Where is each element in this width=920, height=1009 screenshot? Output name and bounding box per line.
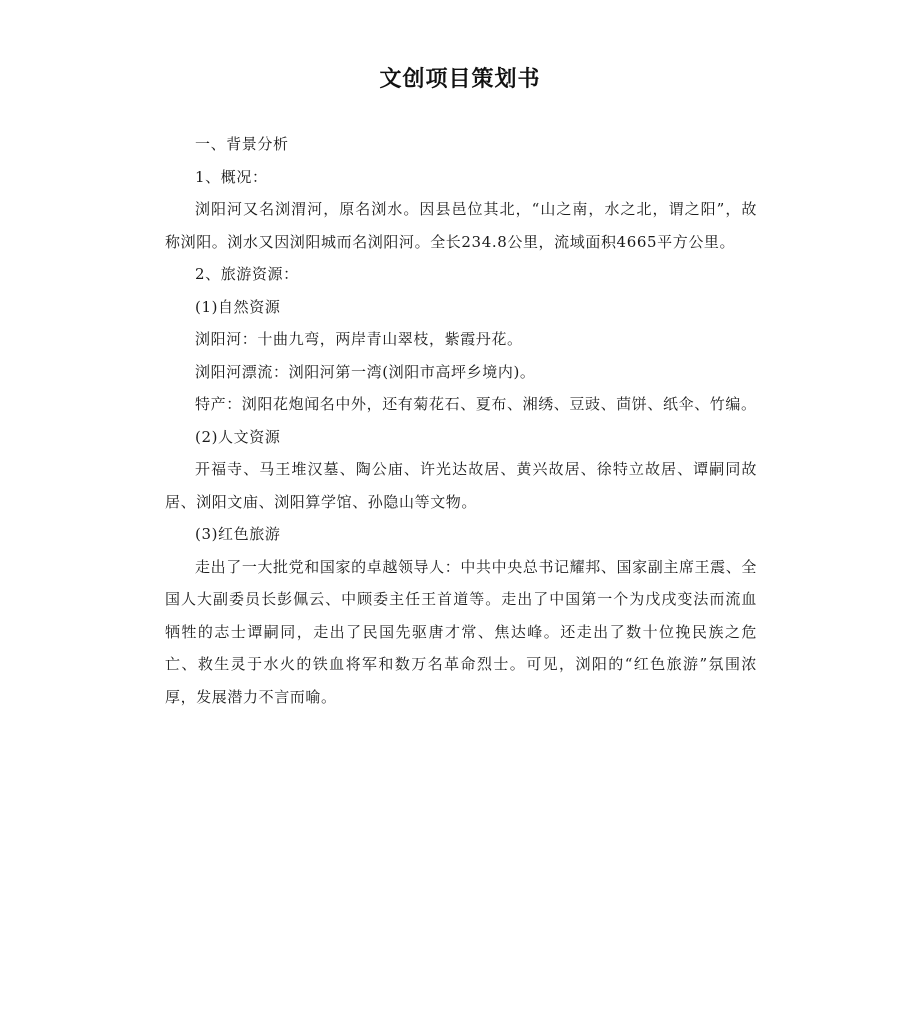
paragraph-red-tourism: 走出了一大批党和国家的卓越领导人：中共中央总书记耀邦、国家副主席王震、全国人大副委员长彭佩云、中顾委主任王首道等。走出了中国第一个为戊戌变法而流血牺牲的志士谭嗣同，走出了民国先驱唐才常、焦达峰。还走出了数十位挽民族之危亡、救生灵于水火的铁血将军和数万名革命烈士。可见，浏阳的“红色旅游”氛围浓厚，发展潜力不言而喻。 — [165, 557, 757, 706]
heading-cultural-resources: (2)人文资源 — [195, 427, 281, 446]
paragraph-specialties: 特产：浏阳花炮闻名中外，还有菊花石、夏布、湘绣、豆豉、茴饼、纸伞、竹编。 — [195, 395, 757, 413]
heading-background-analysis: 一、背景分析 — [195, 135, 289, 153]
document-title: 文创项目策划书 — [379, 67, 541, 92]
heading-tourism-resources: 2、旅游资源： — [195, 265, 299, 283]
heading-red-tourism: (3)红色旅游 — [195, 525, 281, 543]
paragraph-rafting: 浏阳河漂流：浏阳河第一湾(浏阳市高坪乡境内)。 — [195, 362, 536, 381]
paragraph-overview: 浏阳河又名浏渭河，原名浏水。因县邑位其北，“山之南，水之北，谓之阳”，故称浏阳。浏水又因浏阳城而名浏阳河。全长234.8公里，流域面积4665平方公里。 — [165, 200, 757, 251]
paragraph-cultural-sites: 开福寺、马王堆汉墓、陶公庙、许光达故居、黄兴故居、徐特立故居、谭嗣同故居、浏阳文庙、浏阳算学馆、孙隐山等文物。 — [165, 460, 757, 511]
heading-natural-resources: (1)自然资源 — [195, 297, 281, 316]
paragraph-liuyang-river: 浏阳河：十曲九弯，两岸青山翠枝，紫霞丹花。 — [195, 330, 523, 348]
heading-overview: 1、概况： — [195, 167, 268, 186]
document-body — [165, 128, 757, 713]
